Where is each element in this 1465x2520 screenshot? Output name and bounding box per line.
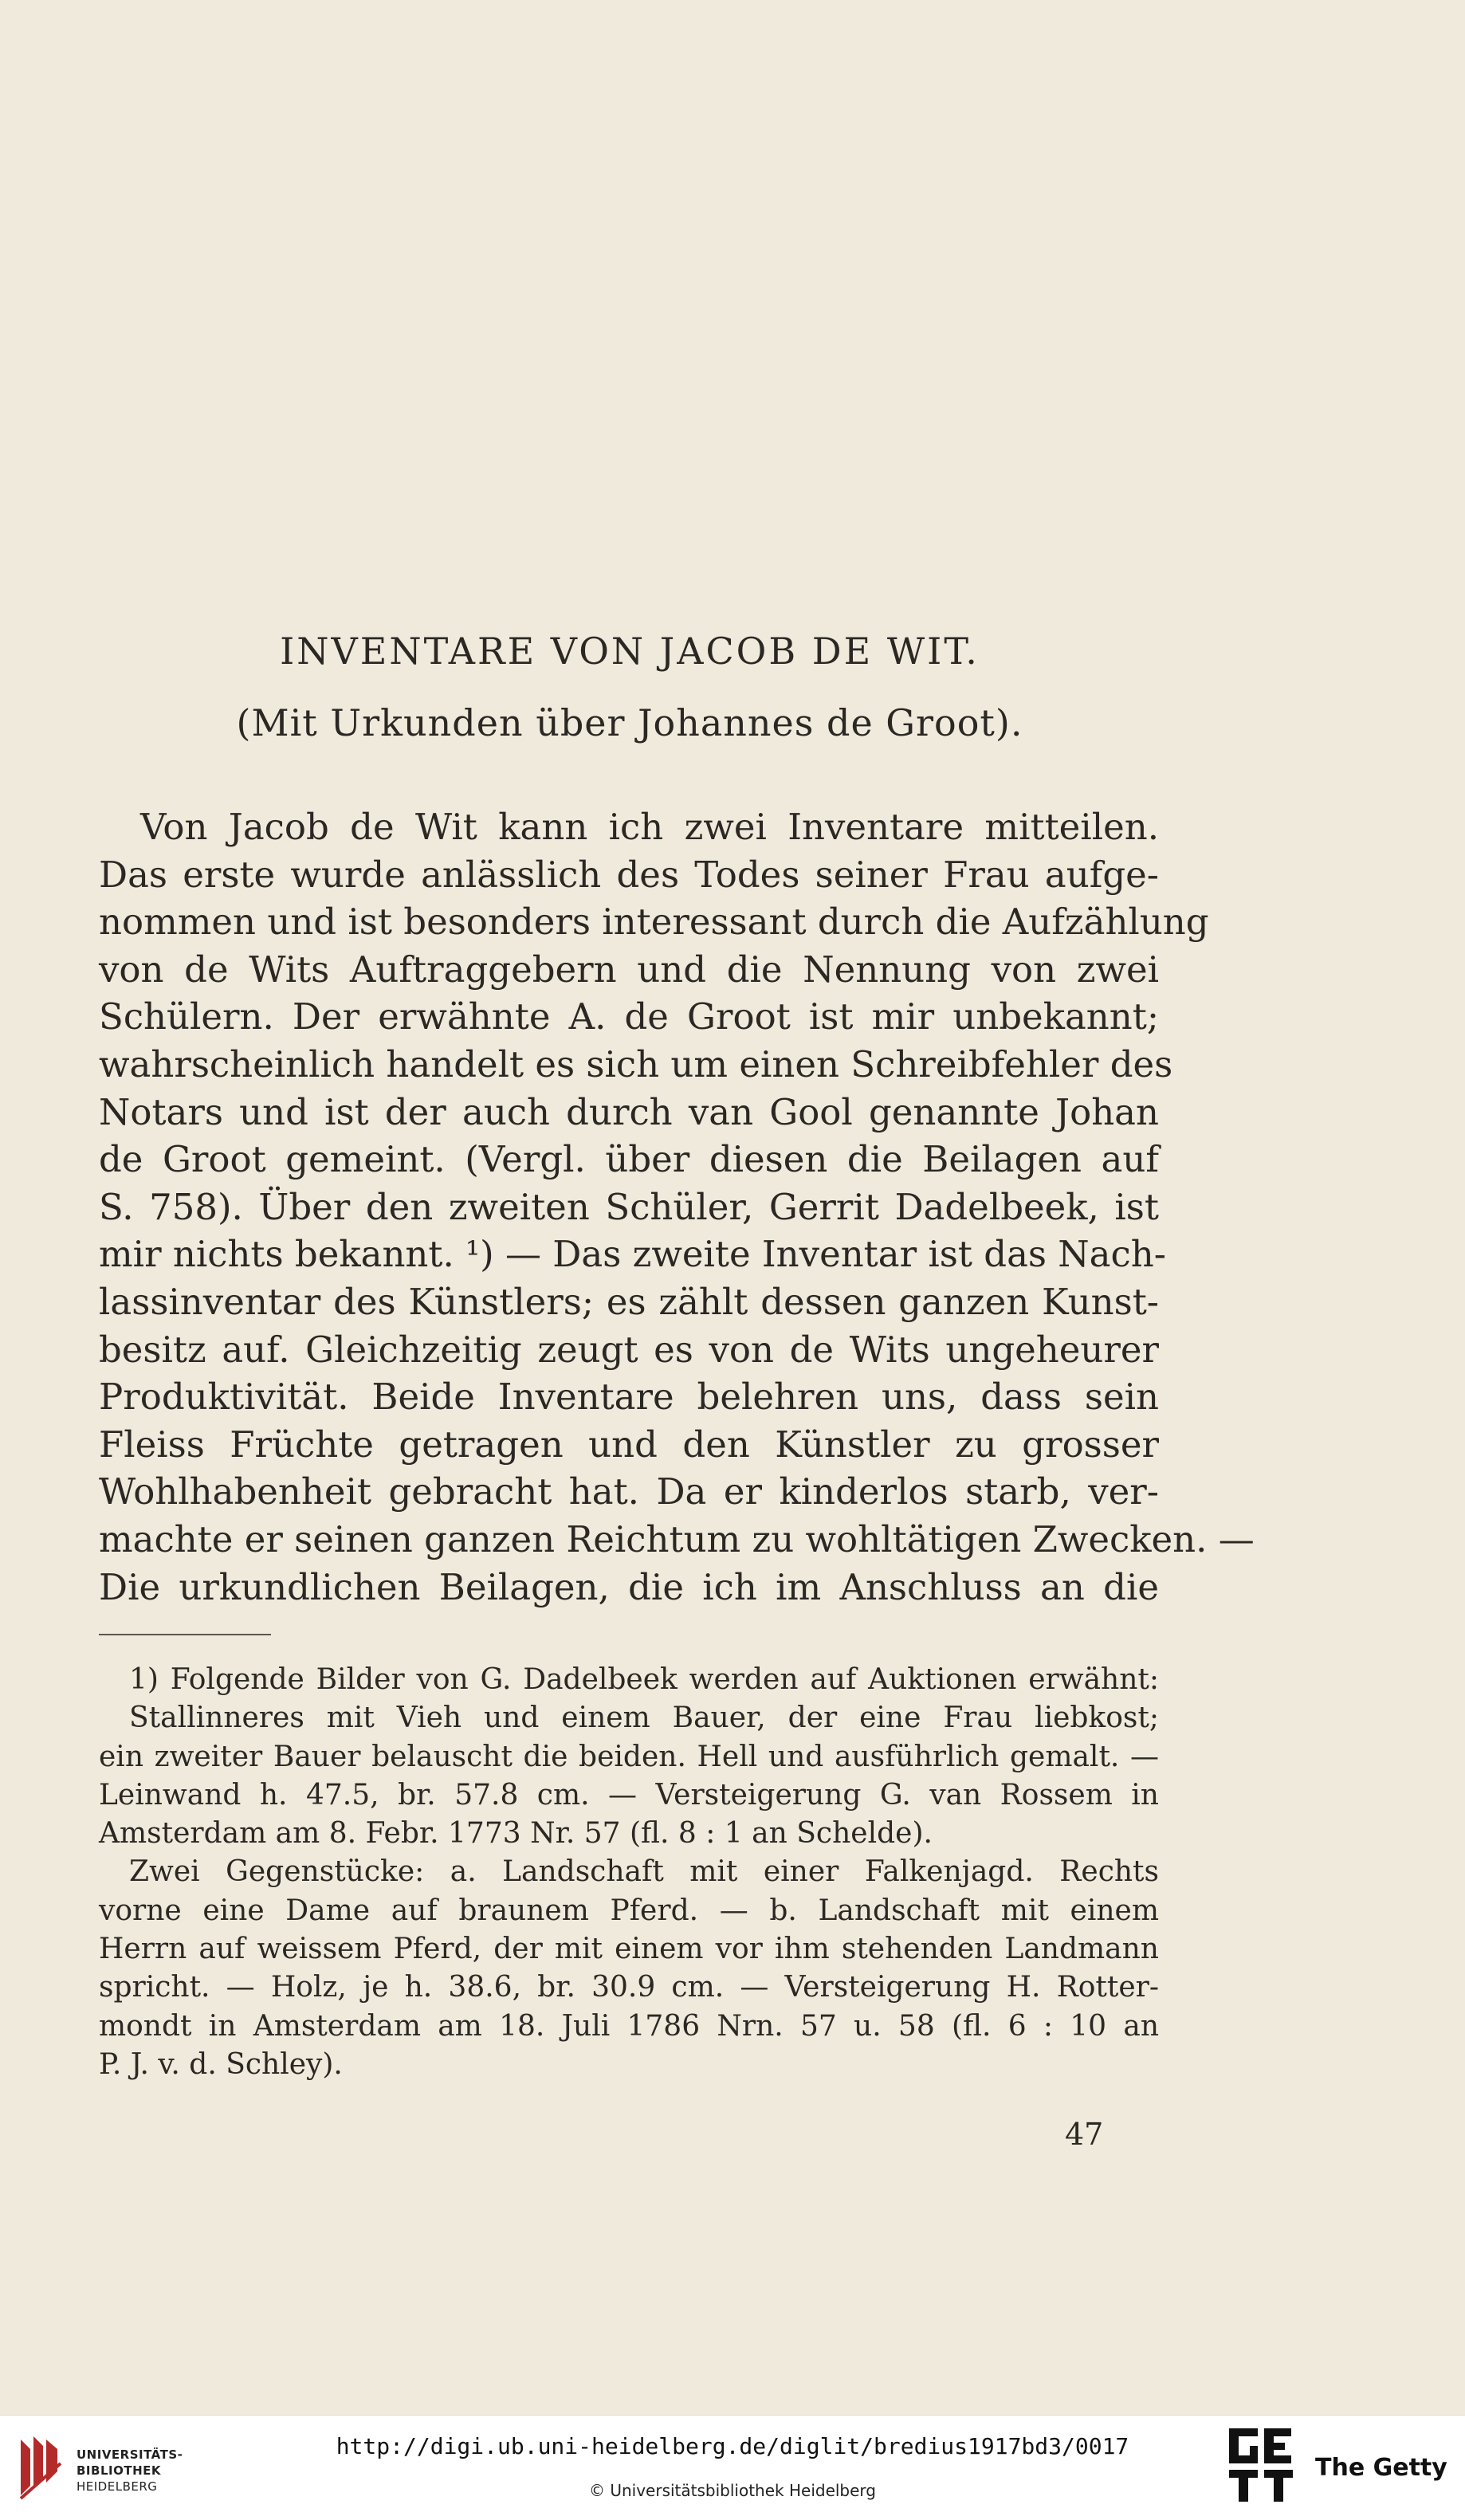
page-subtitle: (Mit Urkunden über Johannes de Groot).	[236, 701, 1023, 744]
getty-logo-icon	[1227, 2425, 1296, 2505]
footnote-line: P. J. v. d. Schley).	[99, 2047, 343, 2081]
body-line: Notars und ist der auch durch van Gool genannte Johan	[99, 1090, 1159, 1133]
body-line: Schülern. Der erwähnte A. de Groot ist mir unbekannt;	[99, 995, 1159, 1038]
footnote-line: spricht. — Holz, je h. 38.6, br. 30.9 cm. — Versteigerung H. Rotter-	[99, 1971, 1159, 2004]
footnote-line: Stallinneres mit Vieh und einem Bauer, der eine Frau liebkost;	[129, 1702, 1159, 1735]
library-name-line: HEIDELBERG	[77, 2479, 158, 2494]
getty-logo[interactable]	[1227, 2425, 1459, 2511]
page-number: 47	[1065, 2117, 1104, 2152]
permalink-url[interactable]: http://digi.ub.uni-heidelberg.de/diglit/bredius1917bd3/0017	[336, 2433, 1129, 2459]
viewer-footer	[0, 2415, 1465, 2520]
body-line: Die urkundlichen Beilagen, die ich im Anschluss an die	[99, 1565, 1159, 1608]
footnote-line: ein zweiter Bauer belauscht die beiden. Hell und ausführlich gemalt. —	[99, 1740, 1159, 1773]
partner-name: The Getty	[1315, 2454, 1447, 2482]
body-line: lassinventar des Künstlers; es zählt dessen ganzen Kunst-	[99, 1280, 1159, 1323]
footnote-line: 1) Folgende Bilder von G. Dadelbeek werden auf Auktionen erwähnt:	[129, 1663, 1159, 1696]
footnote-line: Zwei Gegenstücke: a. Landschaft mit einer Falkenjagd. Rechts	[129, 1855, 1159, 1889]
body-line: nommen und ist besonders interessant durch die Aufzählung	[99, 901, 1209, 944]
body-line: wahrscheinlich handelt es sich um einen Schreibfehler des	[99, 1042, 1173, 1085]
body-line: de Groot gemeint. (Vergl. über diesen die Beilagen auf	[99, 1138, 1159, 1181]
library-name-line: UNIVERSITÄTS-	[77, 2447, 183, 2462]
footnote-line: Herrn auf weissem Pferd, der mit einem vor ihm stehenden Landmann	[99, 1933, 1159, 1966]
body-line: Fleiss Früchte getragen und den Künstler zu grosser	[99, 1423, 1159, 1466]
footnote-divider	[99, 1634, 271, 1635]
page-title: INVENTARE VON JACOB DE WIT.	[280, 630, 980, 673]
body-line: Wohlhabenheit gebracht hat. Da er kinderlos starb, ver-	[99, 1470, 1159, 1513]
body-line: Von Jacob de Wit kann ich zwei Inventare mitteilen.	[140, 806, 1159, 848]
body-line: S. 758). Über den zweiten Schüler, Gerrit Dadelbeek, ist	[99, 1185, 1159, 1228]
body-line: Produktivität. Beide Inventare belehren uns, dass sein	[99, 1376, 1159, 1419]
footnote-line: mondt in Amsterdam am 18. Juli 1786 Nrn. 57 u. 58 (fl. 6 : 10 an	[99, 2009, 1159, 2043]
copyright-notice: © Universitätsbibliothek Heidelberg	[588, 2481, 876, 2500]
body-line: von de Wits Auftraggebern und die Nennung von zwei	[99, 948, 1159, 991]
body-line: besitz auf. Gleichzeitig zeugt es von de Wits ungeheurer	[99, 1328, 1159, 1371]
body-line: mir nichts bekannt. ¹) — Das zweite Inventar ist das Nach-	[99, 1233, 1166, 1276]
body-line: Das erste wurde anlässlich des Todes seiner Frau aufge-	[99, 853, 1159, 896]
body-line: machte er seinen ganzen Reichtum zu wohltätigen Zwecken. —	[99, 1517, 1255, 1560]
footnote-line: vorne eine Dame auf braunem Pferd. — b. Landschaft mit einem	[99, 1894, 1159, 1927]
library-name-line: BIBLIOTHEK	[77, 2463, 161, 2478]
footnote-line: Leinwand h. 47.5, br. 57.8 cm. — Versteigerung G. van Rossem in	[99, 1778, 1159, 1811]
body-text	[99, 803, 1255, 1611]
footnotes	[99, 1661, 1159, 2084]
footnote-line: Amsterdam am 8. Febr. 1773 Nr. 57 (fl. 8 : 1 an Schelde).	[99, 1817, 933, 1851]
